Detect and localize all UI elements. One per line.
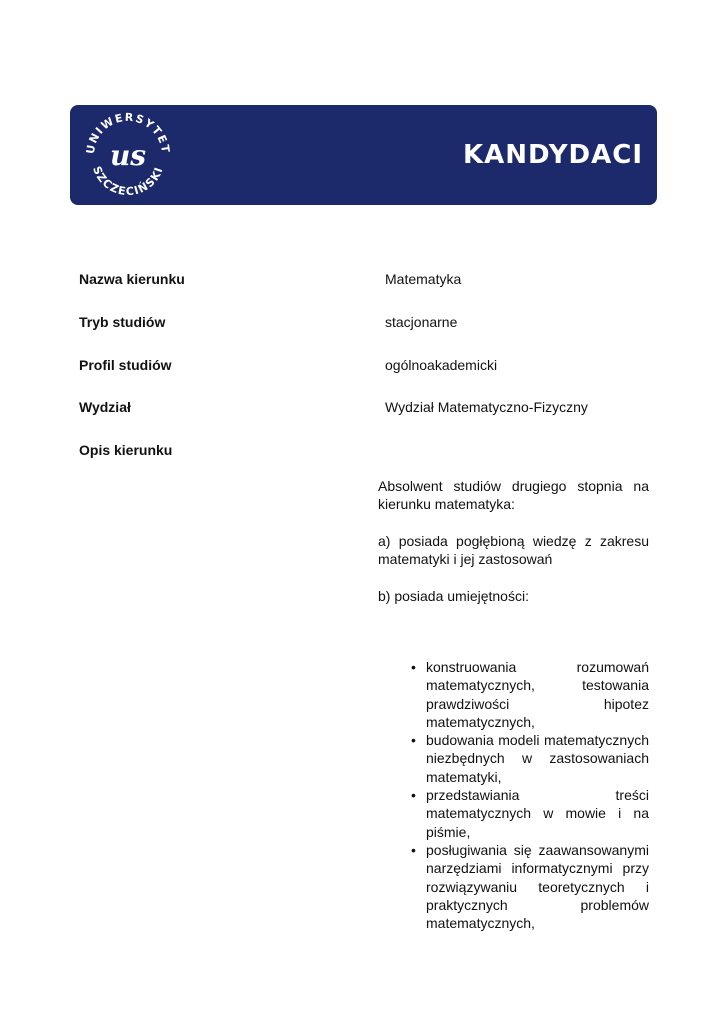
list-item	[408, 731, 649, 786]
bullet-icon: •	[411, 732, 416, 749]
label-program-description: Opis kierunku	[79, 442, 173, 458]
label-faculty: Wydział	[79, 399, 131, 415]
skill-text: posługiwania się zaawansowanymi narzędziami informatycznymi przy rozwiązywaniu teoretycznych i praktycznych problemów matematycznych,	[426, 841, 649, 932]
label-program-name: Nazwa kierunku	[79, 271, 185, 287]
description-point-b-text: b) posiada umiejętności:	[378, 588, 529, 604]
skill-text: przedstawiania treści matematycznych w mowie i na piśmie,	[426, 787, 649, 840]
svg-text:SZCZECIŃSKI: SZCZECIŃSKI	[90, 164, 166, 199]
label-study-mode: Tryb studiów	[79, 314, 166, 330]
value-faculty: Wydział Matematyczno-Fizyczny	[385, 399, 588, 415]
list-item	[408, 841, 649, 932]
description-point-a-text: a) posiada pogłębioną wiedzę z zakresu matematyki i jej zastosowań	[378, 533, 649, 567]
university-logo	[80, 107, 176, 203]
svg-text:UNIWERSYTET: UNIWERSYTET	[83, 110, 173, 155]
description-point-b	[378, 587, 649, 605]
bullet-icon: •	[411, 787, 416, 804]
value-program-name: Matematyka	[385, 271, 462, 287]
banner-title: KANDYDACI	[462, 140, 643, 170]
bullet-icon: •	[411, 841, 416, 858]
value-study-profile: ogólnoakademicki	[385, 357, 498, 373]
list-item	[408, 786, 649, 841]
description-intro-text: Absolwent studiów drugiego stopnia na kierunku matematyka:	[378, 478, 649, 512]
description-intro	[378, 477, 649, 513]
description-point-a	[378, 532, 649, 568]
label-study-profile: Profil studiów	[79, 357, 172, 373]
bullet-icon: •	[411, 659, 416, 675]
header-banner	[70, 105, 657, 205]
list-item	[408, 658, 649, 731]
skill-text: konstruowania rozumowań matematycznych, testowania prawdziwości hipotez matematycznych,	[426, 659, 649, 730]
skill-text: budowania modeli matematycznych niezbędnych w zastosowaniach matematyki,	[426, 732, 649, 785]
value-study-mode: stacjonarne	[385, 314, 458, 330]
skills-list	[408, 658, 649, 932]
svg-text:us: us	[109, 139, 147, 172]
